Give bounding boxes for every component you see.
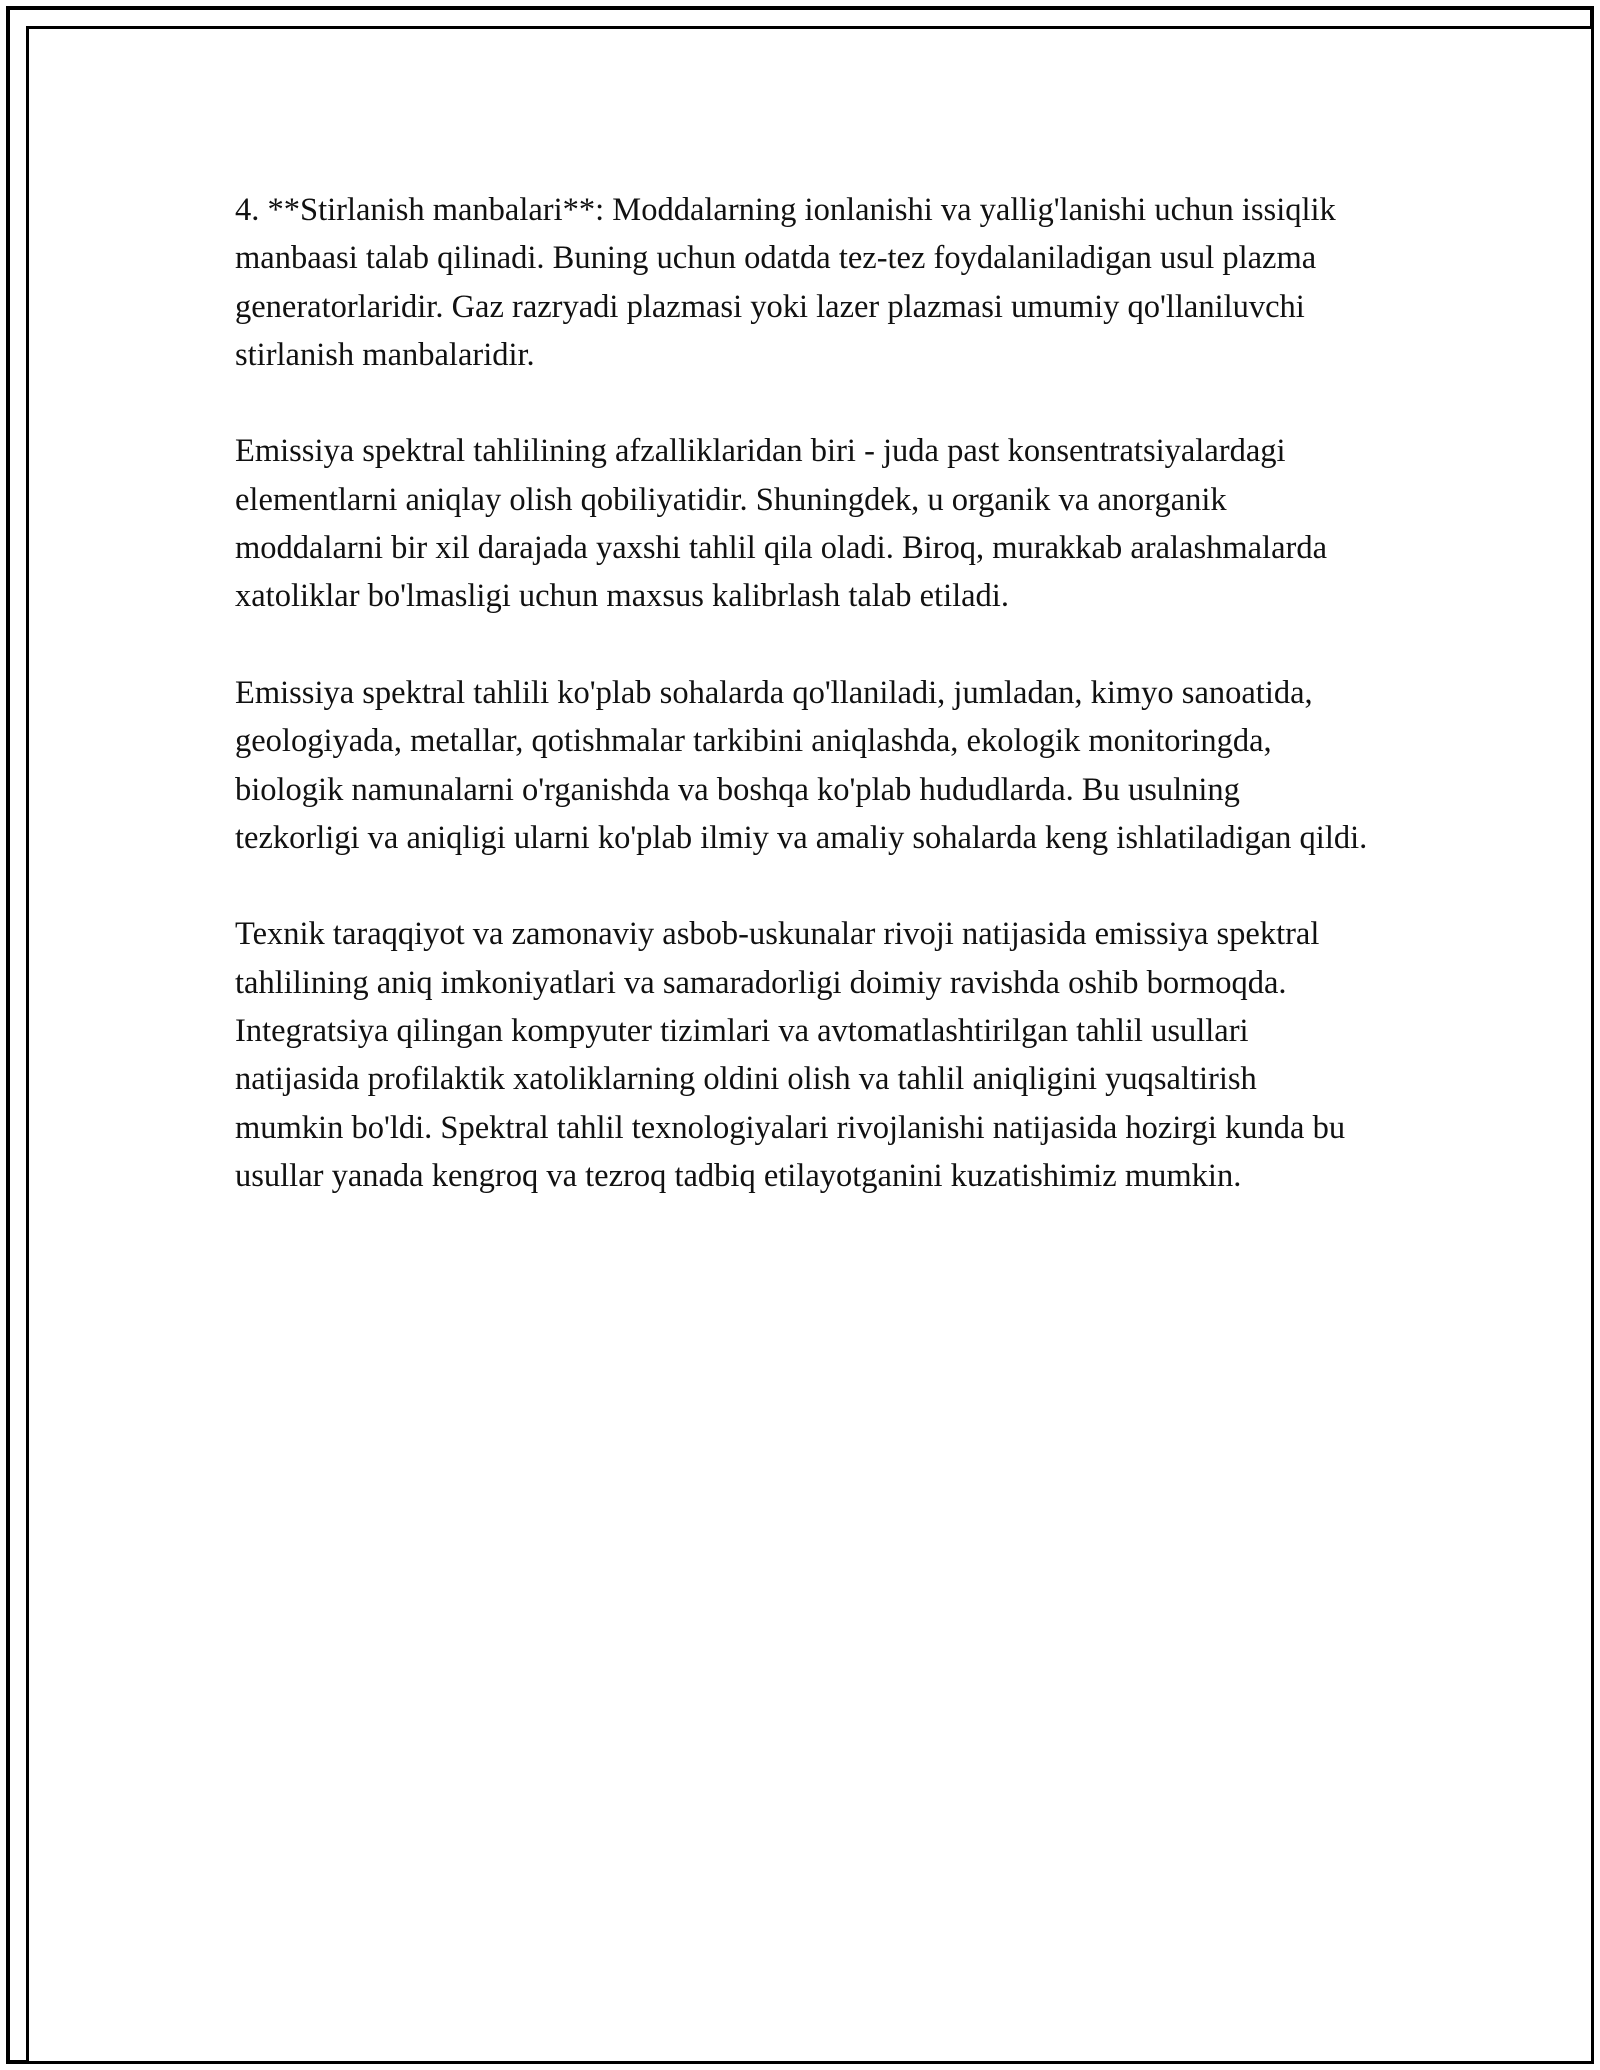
paragraph-afzalliklar: Emissiya spektral tahlilining afzalliklaridan biri - juda past konsentratsiyalardagi elementlarni aniqlay olish qobiliyatidir. Shuningdek, u organik va anorganik moddalarni bir xil darajada yaxshi tahlil qila oladi. Biroq, murakkab aralashmalarda xatoliklar bo'lmasligi uchun maxsus kalibrlash talab etiladi. — [235, 433, 1328, 615]
paragraph-qollanilish-sohalari: Emissiya spektral tahlili ko'plab sohalarda qo'llaniladi, jumladan, kimyo sanoatida, geologiyada, metallar, qotishmalar tarkibini aniqlashda, ekologik monitoringda, biologik namunalarni o'rganishda va boshqa ko'plab hududlarda. Bu usulning tezkorligi va aniqligi ularni ko'plab ilmiy va amaliy sohalarda keng ishlatiladigan qildi. — [235, 674, 1368, 856]
paragraph-stirlanish-manbalari: 4. **Stirlanish manbalari**: Moddalarning ionlanishi va yallig'lanishi uchun issiqlik manbaasi talab qilinadi. Buning uchun odatda tez-tez foydalaniladigan usul plazma generatorlaridir. Gaz razryadi plazmasi yoki lazer plazmasi umumiy qo'llaniluvchi stirlanish manbalaridir. — [235, 192, 1336, 373]
document-body — [235, 186, 1370, 1249]
paragraph-texnik-taraqqiyot: Texnik taraqqiyot va zamonaviy asbob-uskunalar rivoji natijasida emissiya spektral tahlilining aniq imkoniyatlari va samaradorligi doimiy ravishda oshib bormoqda. Integratsiya qilingan kompyuter tizimlari va avtomatlashtirilgan tahlil usullari natijasida profilaktik xatoliklarning oldini olish va tahlil aniqligini yuqsaltirish mumkin bo'ldi. Spektral tahlil texnologiyalari rivojlanishi natijasida hozirgi kunda bu usullar yanada kengroq va tezroq tadbiq etilayotganini kuzatishimiz mumkin. — [235, 916, 1346, 1194]
